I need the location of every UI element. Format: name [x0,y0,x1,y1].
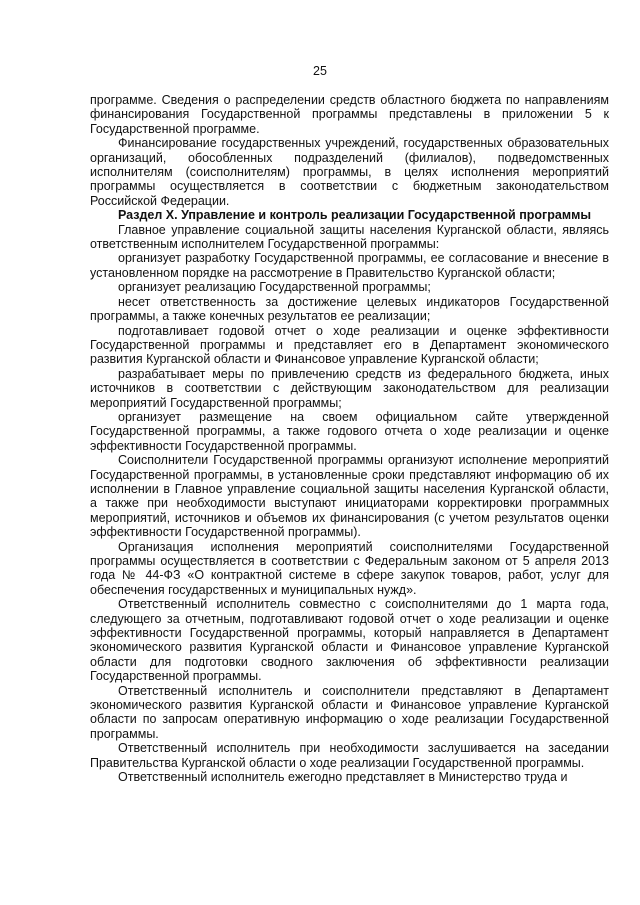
list-item: подготавливает годовой отчет о ходе реализации и оценке эффективности Государственной программы и представляет его в Департамент экономического развития Курганской области и Финансовое управление Курганской области; [90,323,609,367]
list-item: разрабатывает меры по привлечению средств из федерального бюджета, иных источников в соответствии с действующим законодательством для реализации мероприятий Государственной программы; [90,366,609,410]
list-item: организует реализацию Государственной программы; [118,280,431,295]
paragraph: Ответственный исполнитель и соисполнители представляют в Департамент экономического развития Курганской области и Финансовое управление Курганской области по запросам оперативную информацию о ходе реализации Государственной программы. [90,683,609,741]
paragraph: Ответственный исполнитель совместно с соисполнителями до 1 марта года, следующего за отчетным, подготавливают годовой отчет о ходе реализации и оценке эффективности Государственной программы, который направляется в Департамент экономического развития Курганской области и Финансовое управление Курганской области для подготовки сводного заключения об эффективности реализации Государственной программы. [90,597,609,684]
page-number: 25 [313,64,327,78]
paragraph: Ответственный исполнитель при необходимости заслушивается на заседании Правительства Курганской области о ходе реализации Государственной программы. [90,741,609,770]
list-item: организует размещение на своем официальном сайте утвержденной Государственной программы, а также годового отчета о ходе реализации и оценке эффективности Государственной программы. [90,409,609,453]
list-item: организует разработку Государственной программы, ее согласование и внесение в установленном порядке на рассмотрение в Правительство Курганской области; [90,251,609,280]
paragraph: Главное управление социальной защиты населения Курганской области, являясь ответственным исполнителем Государственной программы: [90,222,609,252]
paragraph: Соисполнители Государственной программы организуют исполнение мероприятий Государственной программы, в установленные сроки представляют информацию об их исполнении в Главное управление социальной защиты населения Курганской области, а также при необходимости выступают инициаторами корректировки программных мероприятий, источников и объемов их финансирования (с учетом результатов оценки эффективности Государственной программы). [90,453,609,540]
paragraph: программе. Сведения о распределении средств областного бюджета по направлениям финансирования Государственной программы представлены в приложении 5 к Государственной программе. [90,93,609,136]
list-item: несет ответственность за достижение целевых индикаторов Государственной программы, а также конечных результатов ее реализации; [90,294,609,324]
paragraph: Организация исполнения мероприятий соисполнителями Государственной программы осуществляется в соответствии с Федеральным законом от 5 апреля 2013 года № 44-ФЗ «О контрактной системе в сфере закупок товаров, работ, услуг для обеспечения государственных и муниципальных нужд». [90,539,609,597]
paragraph: Финансирование государственных учреждений, государственных образовательных организаций, обособленных подразделений (филиалов), подведомственных исполнителям (соисполнителям) программы, в целях исполнения мероприятий программы осуществляется в соответствии с бюджетным законодательством Российской Федерации. [90,136,609,208]
section-heading: Раздел X. Управление и контроль реализации Государственной программы [118,208,591,223]
document-body [90,93,609,785]
paragraph: Ответственный исполнитель ежегодно представляет в Министерство труда и [118,770,568,785]
